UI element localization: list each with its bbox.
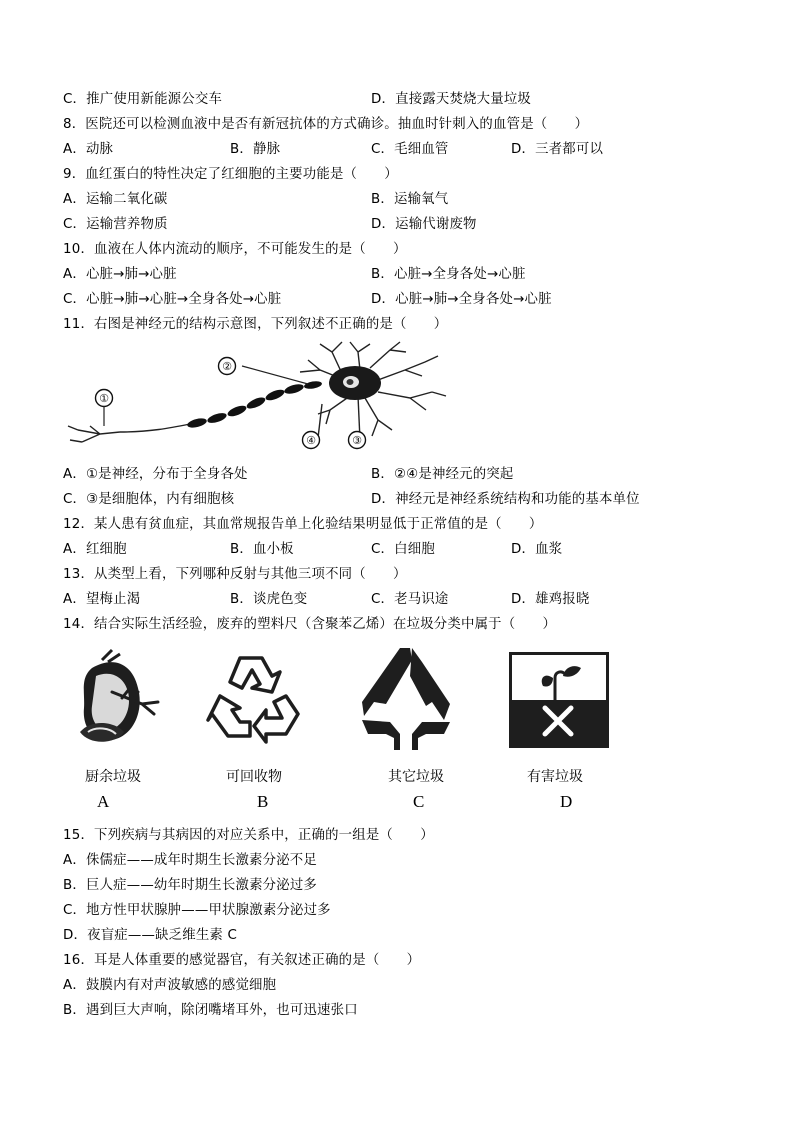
q16-option-a: A．鼓膜内有对声波敏感的感觉细胞 — [63, 978, 277, 993]
q14-stem: 14．结合实际生活经验，废弃的塑料尺（含聚苯乙烯）在垃圾分类中属于（ ） — [63, 617, 557, 632]
q8-option-a: A．动脉 — [63, 142, 114, 157]
q12-stem: 12．某人患有贫血症，其血常规报告单上化验结果明显低于正常值的是（ ） — [63, 517, 543, 532]
q13-stem: 13．从类型上看，下列哪种反射与其他三项不同（ ） — [63, 567, 407, 582]
q13-option-d: D．雄鸡报晓 — [511, 592, 590, 607]
q10-option-d: D．心脏→肺→全身各处→心脏 — [371, 292, 552, 307]
q7-option-c: C．推广使用新能源公交车 — [63, 92, 223, 107]
q15-option-b: B．巨人症——幼年时期生长激素分泌过多 — [63, 878, 318, 893]
q11-option-d: D．神经元是神经系统结构和功能的基本单位 — [371, 492, 640, 507]
q9-option-a: A．运输二氧化碳 — [63, 192, 168, 207]
bin-label-recyclable: 可回收物 — [226, 769, 282, 785]
q8-option-c: C．毛细血管 — [371, 142, 449, 157]
bin-letter-c: C — [413, 792, 425, 811]
recycle-icon — [206, 652, 304, 746]
bin-letter-b: B — [257, 792, 269, 811]
q8-stem: 8．医院还可以检测血液中是否有新冠抗体的方式确诊。抽血时针刺入的血管是（ ） — [63, 117, 589, 132]
q10-option-a: A．心脏→肺→心脏 — [63, 267, 177, 282]
bin-letter-d: D — [560, 792, 573, 811]
q12-option-a: A．红细胞 — [63, 542, 127, 557]
q13-option-a: A．望梅止渴 — [63, 592, 141, 607]
q11-stem: 11．右图是神经元的结构示意图，下列叙述不正确的是（ ） — [63, 317, 448, 332]
bin-label-hazardous: 有害垃圾 — [527, 769, 583, 785]
q11-option-a: A．①是神经，分布于全身各处 — [63, 467, 248, 482]
q15-stem: 15．下列疾病与其病因的对应关系中，正确的一组是（ ） — [63, 828, 434, 843]
food-waste-icon — [72, 648, 164, 748]
q15-option-d: D．夜盲症——缺乏维生素 C — [63, 928, 238, 943]
q10-option-c: C．心脏→肺→心脏→全身各处→心脏 — [63, 292, 282, 307]
neuron-label-3: ③ — [352, 434, 362, 447]
q12-option-c: C．白细胞 — [371, 542, 435, 557]
neuron-diagram — [60, 340, 450, 455]
bin-label-other-waste: 其它垃圾 — [388, 769, 444, 785]
q10-option-b: B．心脏→全身各处→心脏 — [371, 267, 526, 282]
q16-option-b: B．遇到巨大声响，除闭嘴堵耳外，也可迅速张口 — [63, 1003, 358, 1018]
q9-stem: 9．血红蛋白的特性决定了红细胞的主要功能是（ ） — [63, 167, 398, 182]
q10-stem: 10．血液在人体内流动的顺序，不可能发生的是（ ） — [63, 242, 407, 257]
neuron-label-4: ④ — [306, 434, 316, 447]
bin-label-food-waste: 厨余垃圾 — [85, 769, 141, 785]
q7-option-d: D．直接露天焚烧大量垃圾 — [371, 92, 532, 107]
bin-letter-a: A — [97, 792, 110, 811]
q9-option-b: B．运输氧气 — [371, 192, 449, 207]
q12-option-b: B．血小板 — [230, 542, 294, 557]
q15-option-c: C．地方性甲状腺肿——甲状腺激素分泌过多 — [63, 903, 331, 918]
q16-stem: 16．耳是人体重要的感觉器官，有关叙述正确的是（ ） — [63, 953, 421, 968]
hazardous-waste-icon — [509, 652, 609, 748]
q9-option-d: D．运输代谢废物 — [371, 217, 477, 232]
q11-option-b: B．②④是神经元的突起 — [371, 467, 514, 482]
neuron-label-2: ② — [222, 360, 232, 373]
q15-option-a: A．侏儒症——成年时期生长激素分泌不足 — [63, 853, 317, 868]
q8-option-d: D．三者都可以 — [511, 142, 604, 157]
q9-option-c: C．运输营养物质 — [63, 217, 168, 232]
q13-option-c: C．老马识途 — [371, 592, 449, 607]
neuron-label-1: ① — [99, 392, 109, 405]
q12-option-d: D．血浆 — [511, 542, 563, 557]
q8-option-b: B．静脉 — [230, 142, 281, 157]
q13-option-b: B．谈虎色变 — [230, 592, 308, 607]
other-waste-icon — [360, 646, 452, 750]
q11-option-c: C．③是细胞体，内有细胞核 — [63, 492, 235, 507]
